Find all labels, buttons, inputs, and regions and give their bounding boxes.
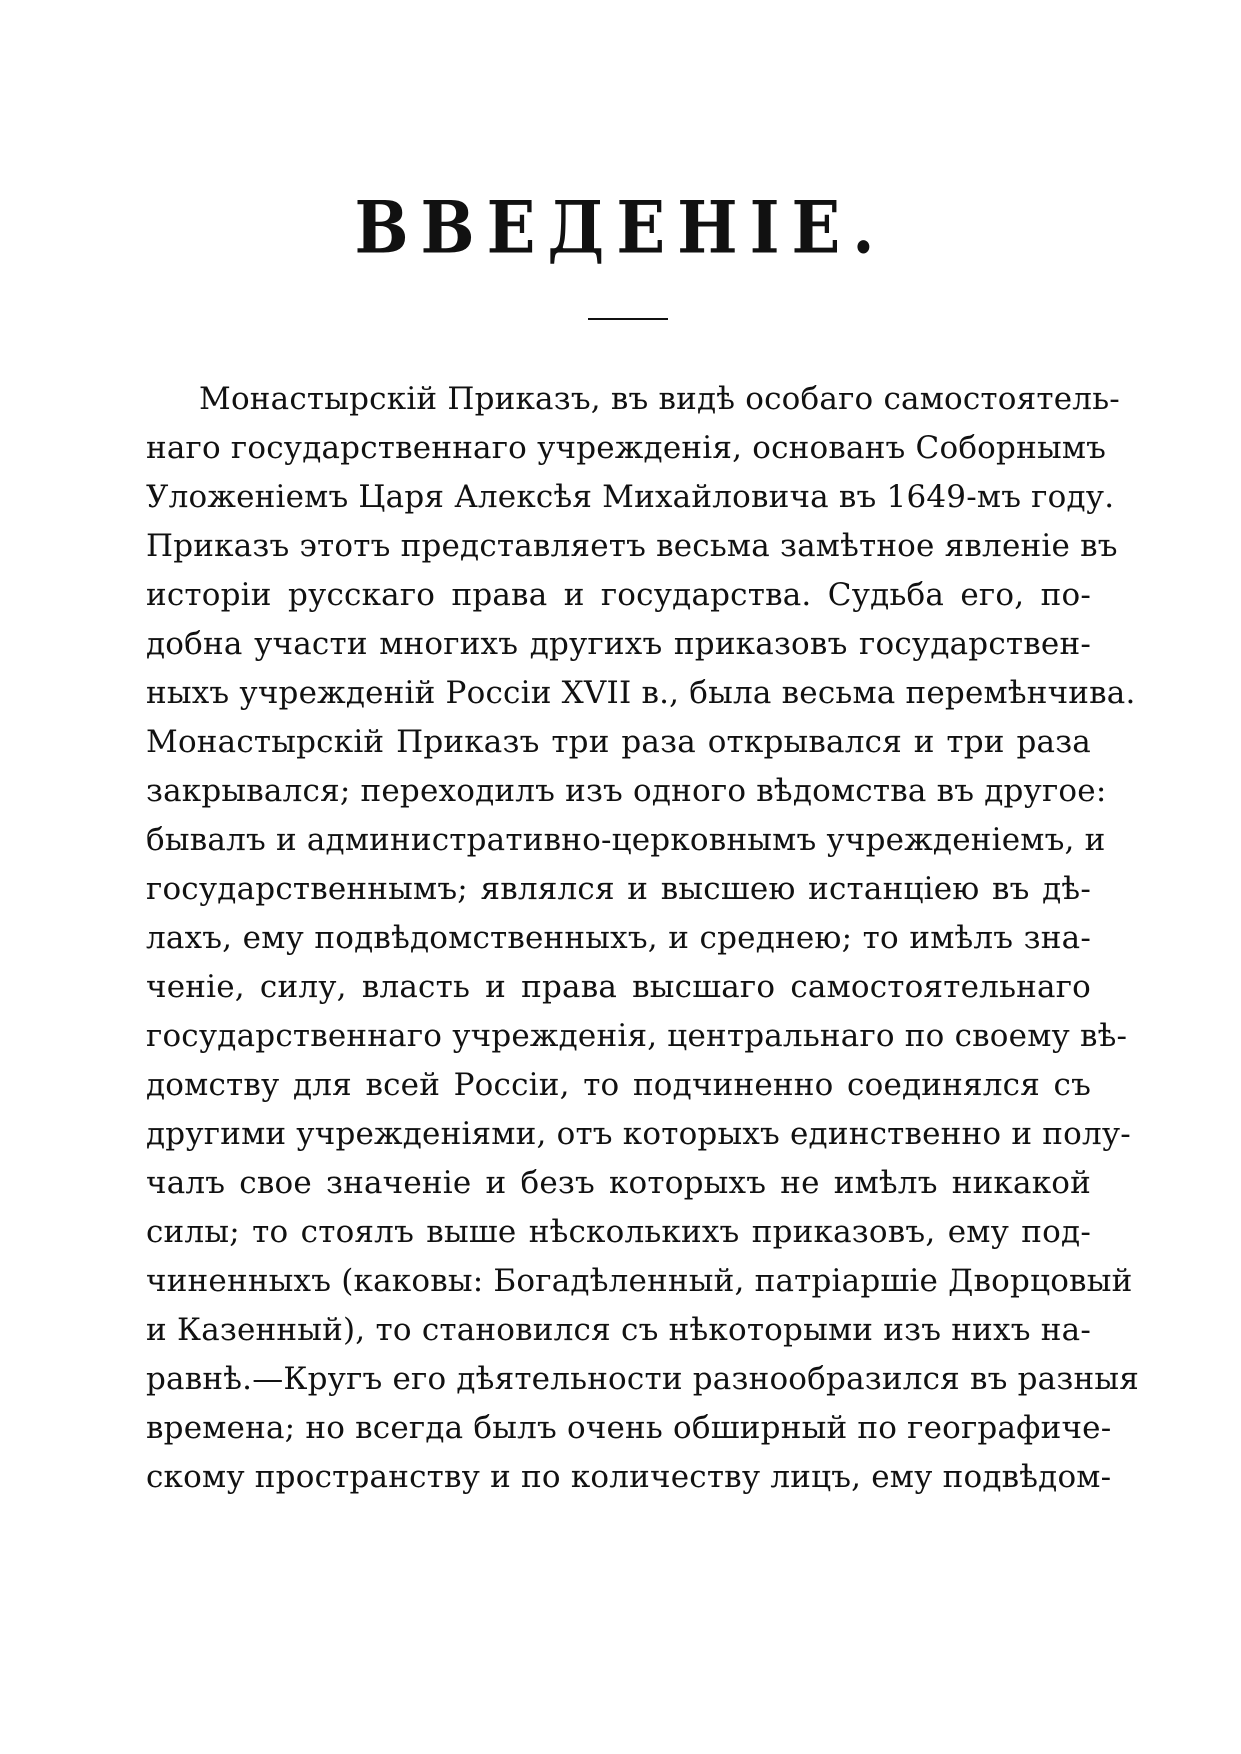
text-line: и Казенный), то становился съ нѣкоторыми изъ нихъ на- bbox=[146, 1312, 1091, 1348]
text-line: Уложеніемъ Царя Алексѣя Михайловича въ 1649-мъ году. bbox=[146, 479, 1115, 515]
text-line: равнѣ.—Кругъ его дѣятельности разнообразился въ разныя bbox=[146, 1361, 1139, 1397]
text-line: ченіе, силу, власть и права высшаго самостоятельнаго bbox=[146, 969, 1091, 1005]
text-line: бывалъ и административно-церковнымъ учрежденіемъ, и bbox=[146, 822, 1106, 858]
text-line: силы; то стоялъ выше нѣсколькихъ приказовъ, ему под- bbox=[146, 1214, 1091, 1250]
text-line: чиненныхъ (каковы: Богадѣленный, патріаршіе Дворцовый bbox=[146, 1263, 1133, 1299]
text-line: другими учрежденіями, отъ которыхъ единственно и полу- bbox=[146, 1116, 1131, 1152]
text-line: Монастырскій Приказъ три раза открывался и три раза bbox=[146, 724, 1091, 760]
text-line: времена; но всегда былъ очень обширный по географиче- bbox=[146, 1410, 1112, 1446]
text-line: исторіи русскаго права и государства. Судьба его, по- bbox=[146, 577, 1091, 613]
text-line: домству для всей Россіи, то подчиненно соединялся съ bbox=[146, 1067, 1091, 1103]
text-line: Монастырскій Приказъ, въ видѣ особаго самостоятель- bbox=[199, 381, 1120, 417]
text-line: наго государственнаго учрежденія, основанъ Соборнымъ bbox=[146, 430, 1107, 466]
text-line: чалъ свое значеніе и безъ которыхъ не имѣлъ никакой bbox=[146, 1165, 1091, 1201]
text-line: государственнаго учрежденія, центральнаго по своему вѣ- bbox=[146, 1018, 1128, 1054]
text-line: лахъ, ему подвѣдомственныхъ, и среднею; то имѣлъ зна- bbox=[146, 920, 1091, 956]
text-line: ныхъ учрежденій Россіи XVII в., была весьма перемѣнчива. bbox=[146, 675, 1136, 711]
text-line: скому пространству и по количеству лицъ, ему подвѣдом- bbox=[146, 1459, 1112, 1495]
text-line: закрывался; переходилъ изъ одного вѣдомства въ другое: bbox=[146, 773, 1107, 809]
page-title: ВВЕДЕНІЕ. bbox=[354, 186, 887, 271]
body-paragraph bbox=[146, 375, 1139, 1502]
text-line: Приказъ этотъ представляетъ весьма замѣтное явленіе въ bbox=[146, 528, 1118, 564]
text-line: добна участи многихъ другихъ приказовъ государствен- bbox=[146, 626, 1091, 662]
text-line: государственнымъ; являлся и высшею истанціею въ дѣ- bbox=[146, 871, 1091, 907]
title-divider bbox=[588, 318, 668, 320]
